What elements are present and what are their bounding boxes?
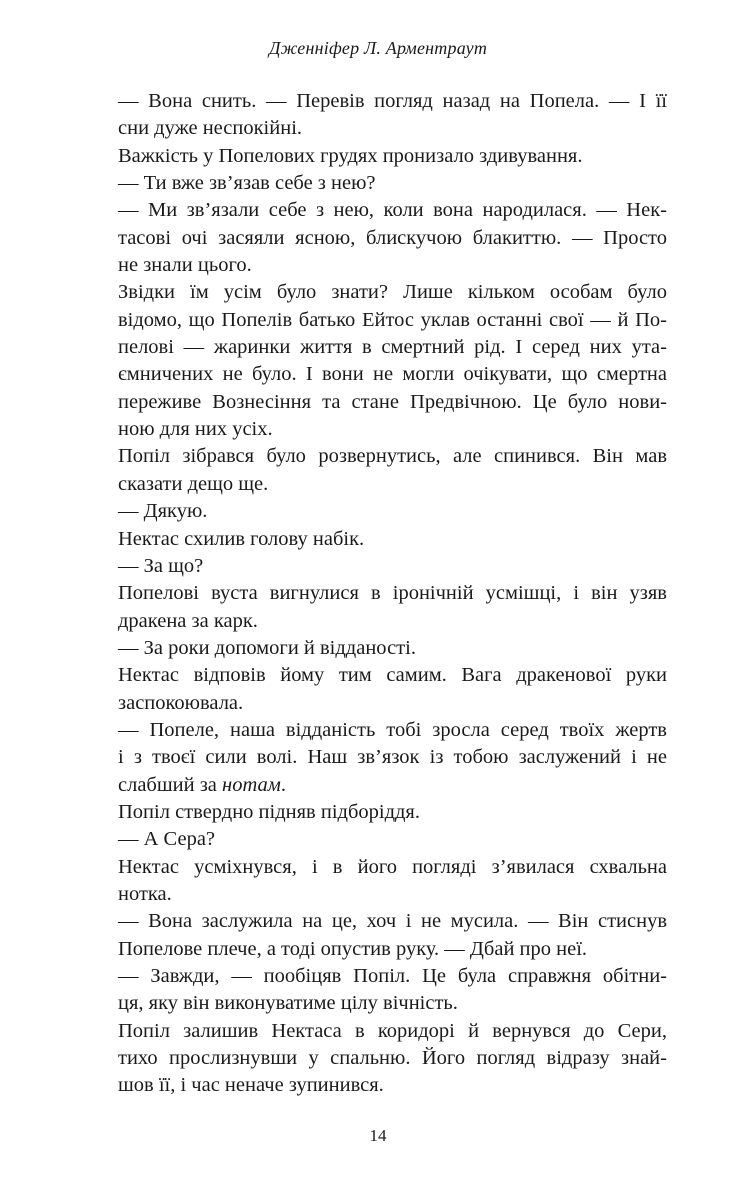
text-line bbox=[118, 170, 667, 197]
text-line bbox=[118, 498, 667, 525]
text-line bbox=[118, 744, 667, 771]
text-line bbox=[118, 608, 667, 635]
page-number: 14 bbox=[369, 1126, 387, 1145]
text-line-content: відомо, що Попелів батько Ейтос уклав останні свої — й По- bbox=[118, 308, 667, 331]
text-line bbox=[118, 334, 667, 361]
text-line-content: Попелове плече, а тоді опустив руку. — Дбай про неї. bbox=[118, 937, 588, 960]
text-line-content: тихо прослизнувши у спальню. Його погляд відразу знай- bbox=[118, 1047, 667, 1070]
text-line bbox=[118, 1045, 667, 1072]
text-line-content: — Дякую. bbox=[118, 500, 208, 523]
text-line-content: переживе Вознесіння та стане Предвічною. Це було нови- bbox=[118, 390, 667, 413]
text-line bbox=[118, 225, 667, 252]
text-line bbox=[118, 143, 667, 170]
text-line-content: сни дуже неспокійні. bbox=[118, 117, 303, 140]
text-line bbox=[118, 389, 667, 416]
text-line-content: Попелові вуста вигнулися в іронічній усмішці, і він узяв bbox=[118, 582, 667, 605]
text-line bbox=[118, 854, 667, 881]
text-line bbox=[118, 799, 667, 826]
text-line bbox=[118, 553, 667, 580]
text-line-content: — Ти вже зв’язав себе з нею? bbox=[118, 172, 376, 195]
text-line bbox=[118, 826, 667, 853]
text-line-content: Нектас усміхнувся, і в його погляді з’явилася схвальна bbox=[118, 855, 667, 878]
text-line-content: Нектас схилив голову набік. bbox=[118, 527, 365, 550]
text-line-content: Попіл ствердно підняв підборіддя. bbox=[118, 800, 420, 823]
text-line bbox=[118, 443, 667, 470]
text-line bbox=[118, 197, 667, 224]
text-line-content: нотка. bbox=[118, 882, 172, 905]
text-line bbox=[118, 471, 667, 498]
text-line bbox=[118, 88, 667, 115]
text-line-content: Звідки їм усім було знати? Лише кільком особам було bbox=[118, 281, 667, 304]
text-line bbox=[118, 908, 667, 935]
text-line bbox=[118, 662, 667, 689]
text-line bbox=[118, 1072, 667, 1099]
text-line-content: — За що? bbox=[118, 554, 204, 577]
text-line bbox=[118, 690, 667, 717]
text-line-content: слабший за bbox=[118, 773, 223, 796]
text-line-content: тасові очі засяяли ясною, блискучою блакиттю. — Просто bbox=[118, 226, 667, 249]
text-line-content: — Ми зв’язали себе з нею, коли вона народилася. — Нек- bbox=[118, 199, 667, 222]
text-line-content: не знали цього. bbox=[118, 254, 252, 277]
text-line bbox=[118, 963, 667, 990]
text-line-content: Попіл залишив Нектаса в коридорі й вернувся до Сери, bbox=[118, 1019, 667, 1042]
text-line bbox=[118, 252, 667, 279]
text-line bbox=[118, 881, 667, 908]
text-line-content: сказати дещо ще. bbox=[118, 472, 269, 495]
text-line bbox=[118, 1018, 667, 1045]
text-line bbox=[118, 772, 667, 799]
text-line-content: ця, яку він виконуватиме цілу вічність. bbox=[118, 992, 458, 1015]
text-line-content: — А Сера? bbox=[118, 828, 216, 851]
running-header: Дженніфер Л. Арментраут bbox=[268, 38, 488, 58]
text-line bbox=[118, 717, 667, 744]
text-line-content: — За роки допомоги й відданості. bbox=[118, 636, 416, 659]
text-line bbox=[118, 279, 667, 306]
text-line bbox=[118, 115, 667, 142]
text-line-content: — Попеле, наша відданість тобі зросла серед твоїх жертв bbox=[118, 718, 667, 741]
text-line-content: — Вона снить. — Перевів погляд назад на Попела. — І її bbox=[118, 90, 667, 112]
text-line bbox=[118, 936, 667, 963]
text-line-content: пелові — жаринки життя в смертний рід. І серед них ута- bbox=[118, 336, 667, 359]
text-line bbox=[118, 990, 667, 1017]
text-line-content: — Вона заслужила на це, хоч і не мусила. — Він стиснув bbox=[118, 910, 667, 933]
text-line bbox=[118, 580, 667, 607]
text-line-content: ною для них усіх. bbox=[118, 418, 273, 441]
text-line bbox=[118, 416, 667, 443]
text-line-content: дракена за карк. bbox=[118, 609, 258, 632]
text-line-content: шов її, і час неначе зупинився. bbox=[118, 1074, 384, 1097]
text-line bbox=[118, 526, 667, 553]
italic-term: нотам bbox=[222, 773, 281, 796]
text-line-content: — Завжди, — пообіцяв Попіл. Це була справжня обітни- bbox=[118, 965, 667, 987]
text-line-tail: . bbox=[280, 773, 286, 796]
body-text bbox=[118, 88, 667, 1100]
text-line-content: ємничених не було. І вони не могли очікувати, що смертна bbox=[118, 363, 667, 386]
text-line-content: Попіл зібрався було розвернутись, але спинився. Він мав bbox=[118, 445, 667, 468]
text-line bbox=[118, 635, 667, 662]
text-line-content: заспокоювала. bbox=[118, 691, 244, 714]
text-line-content: Нектас відповів йому тим самим. Вага дракенової руки bbox=[118, 664, 667, 687]
text-line-content: Важкість у Попелових грудях пронизало здивування. bbox=[118, 144, 583, 167]
text-line bbox=[118, 307, 667, 334]
text-line bbox=[118, 361, 667, 388]
text-line-content: і з твоєї сили волі. Наш зв’язок із тобою заслужений і не bbox=[118, 746, 667, 769]
